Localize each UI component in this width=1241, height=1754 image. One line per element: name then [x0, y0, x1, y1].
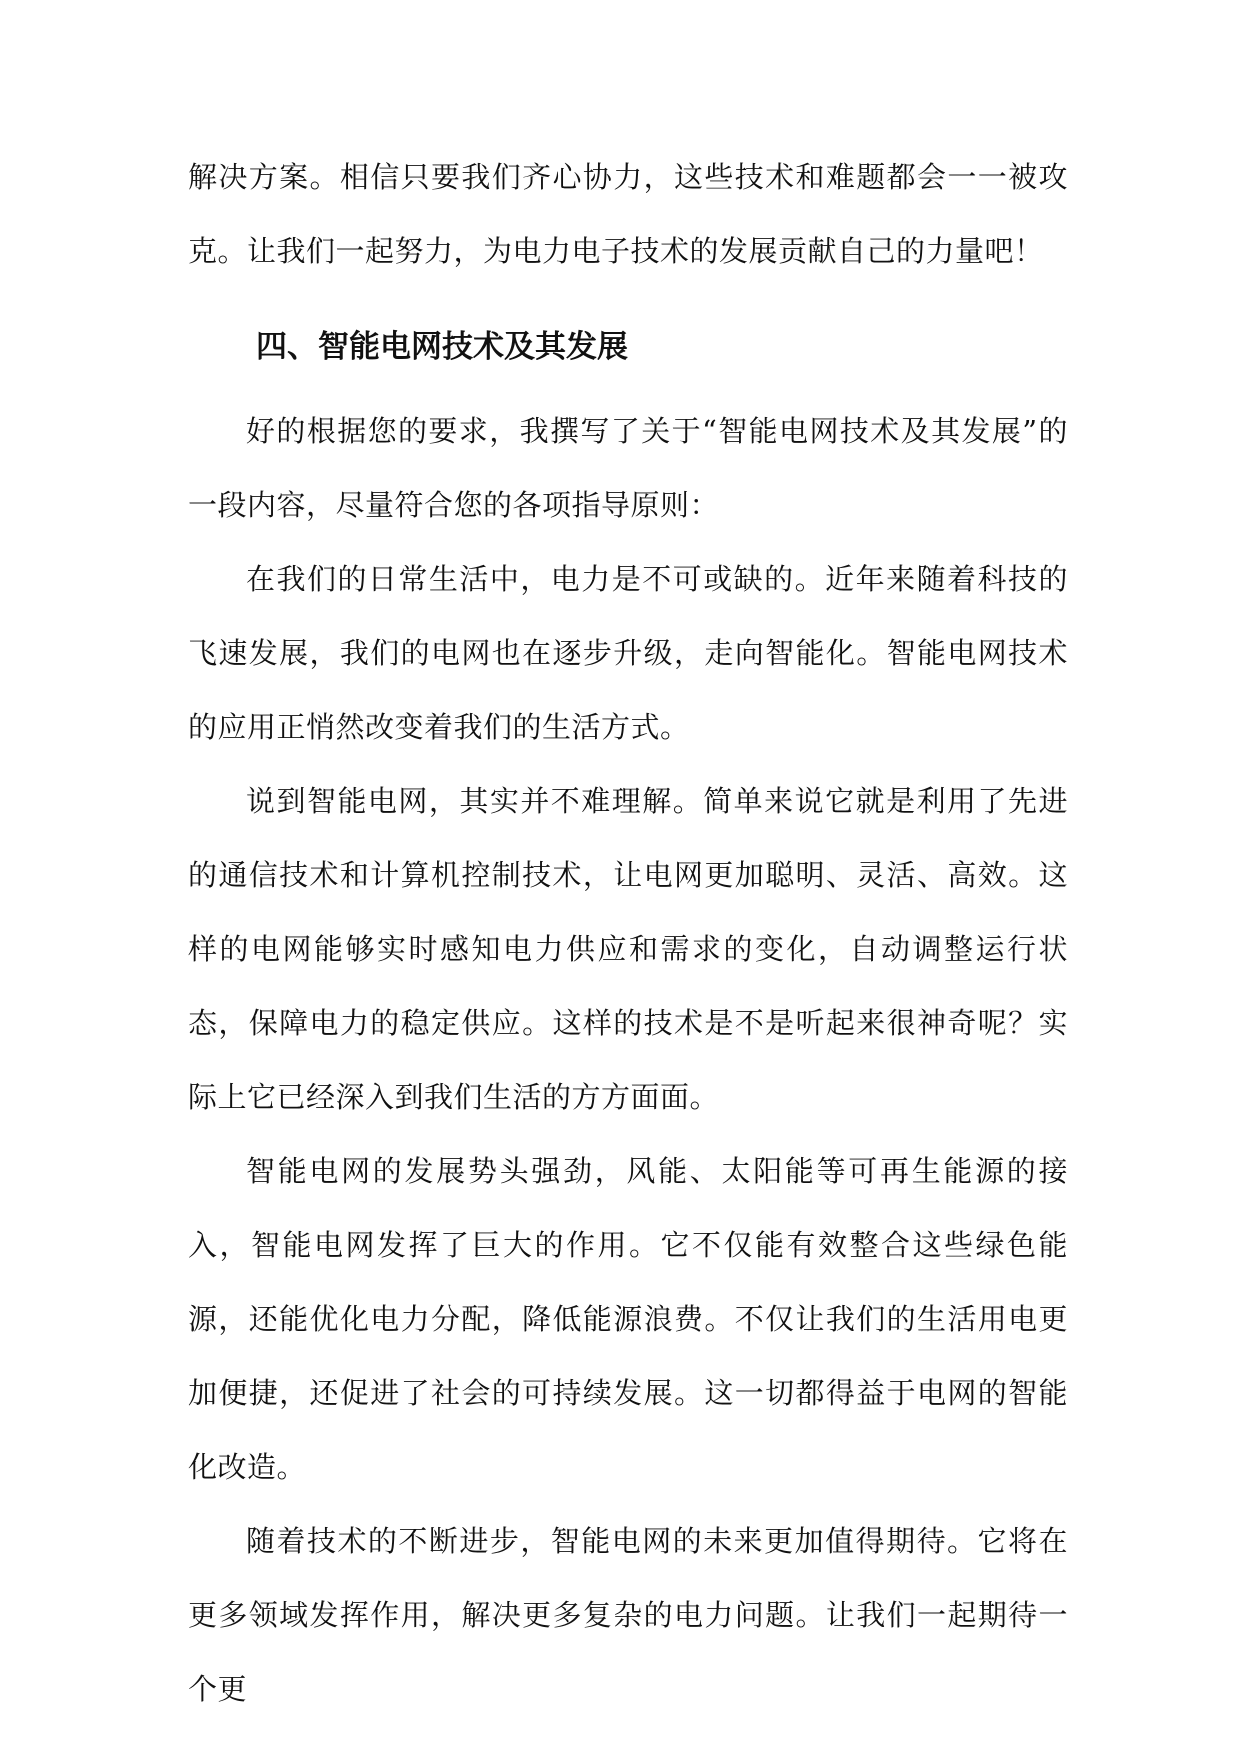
- paragraph-daily-life: 在我们的日常生活中，电力是不可或缺的。近年来随着科技的飞速发展，我们的电网也在逐步升级，走向智能化。智能电网技术的应用正悄然改变着我们的生活方式。: [188, 562, 1068, 744]
- continued-paragraph: 解决方案。相信只要我们齐心协力，这些技术和难题都会一一被攻克。让我们一起努力，为电力电子技术的发展贡献自己的力量吧！: [188, 160, 1068, 268]
- paragraph-smart-grid-explained: 说到智能电网，其实并不难理解。简单来说它就是利用了先进的通信技术和计算机控制技术，让电网更加聪明、灵活、高效。这样的电网能够实时感知电力供应和需求的变化，自动调整运行状态，保障电力的稳定供应。这样的技术是不是听起来很神奇呢？实际上它已经深入到我们生活的方方面面。: [188, 784, 1068, 1114]
- paragraph-future: 随着技术的不断进步，智能电网的未来更加值得期待。它将在更多领域发挥作用，解决更多复杂的电力问题。让我们一起期待一个更: [188, 1524, 1068, 1706]
- paragraph-intro: 好的根据您的要求，我撰写了关于“智能电网技术及其发展”的一段内容，尽量符合您的各项指导原则：: [188, 414, 1068, 522]
- section-heading: 四、智能电网技术及其发展: [256, 329, 628, 365]
- paragraph-renewable-energy: 智能电网的发展势头强劲，风能、太阳能等可再生能源的接入，智能电网发挥了巨大的作用。它不仅能有效整合这些绿色能源，还能优化电力分配，降低能源浪费。不仅让我们的生活用电更加便捷，还促进了社会的可持续发展。这一切都得益于电网的智能化改造。: [188, 1154, 1068, 1484]
- document-body: [188, 140, 1068, 1726]
